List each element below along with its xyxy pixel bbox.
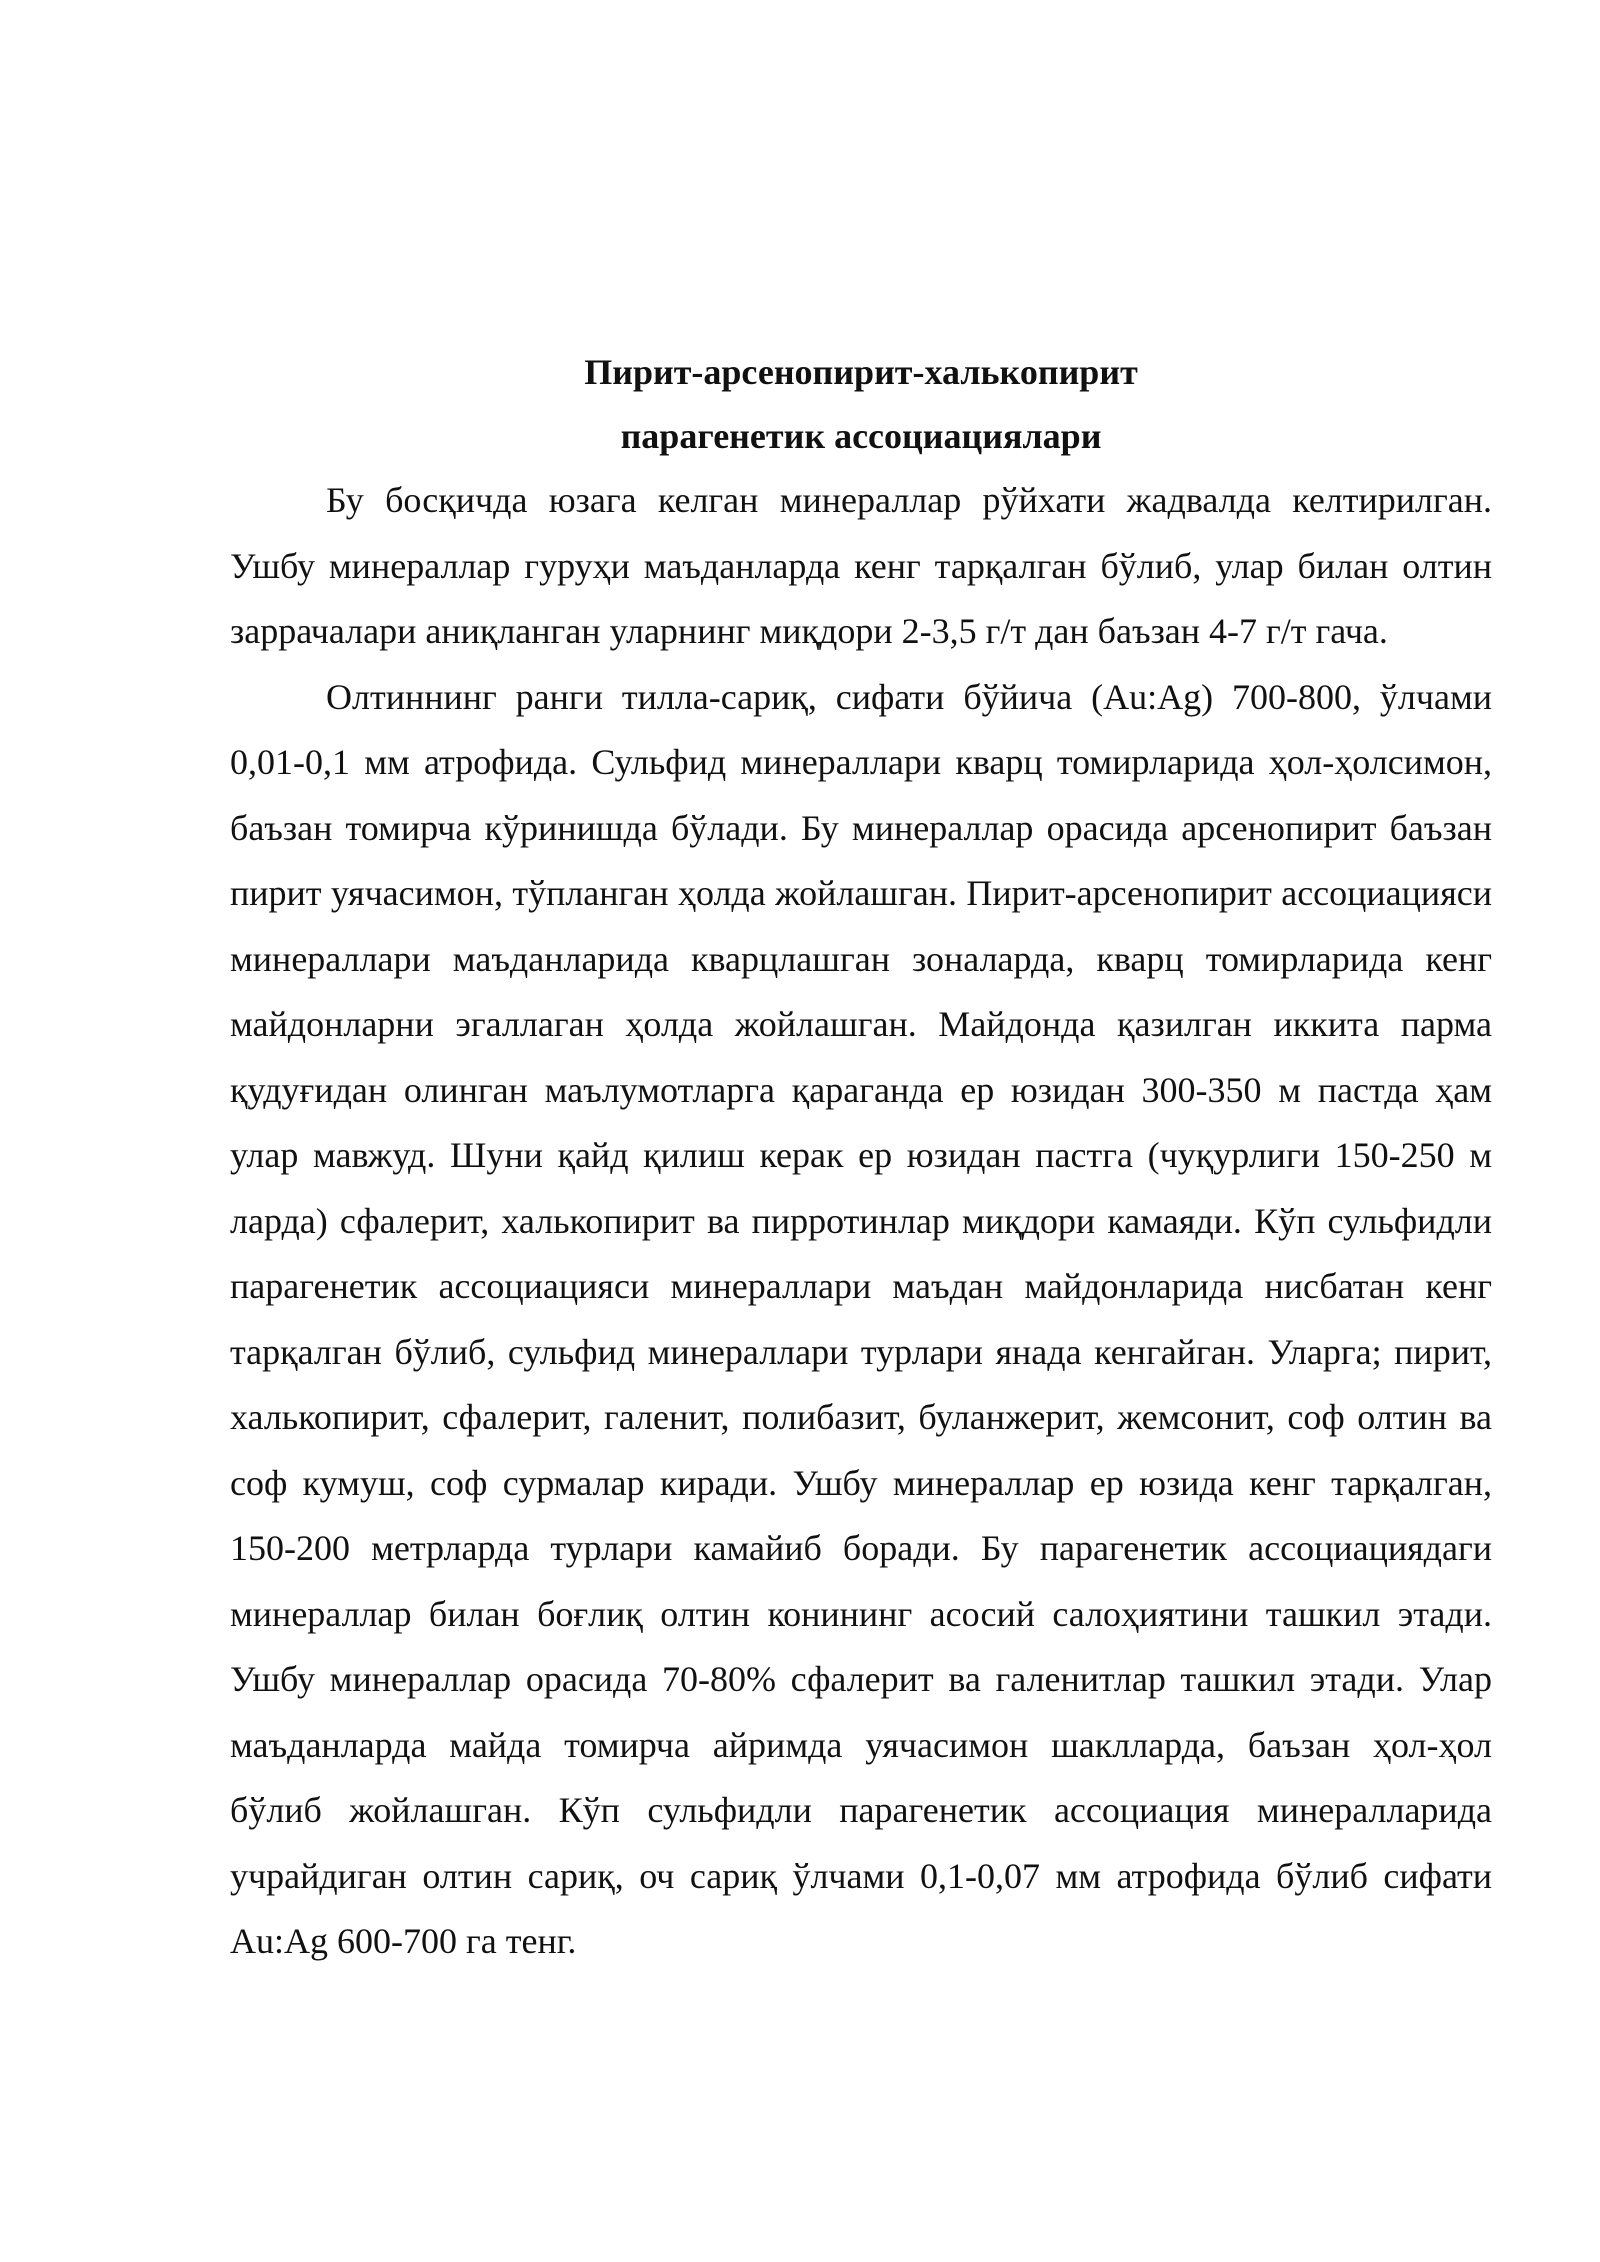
section-title bbox=[230, 340, 1492, 468]
paragraph-2: Олтиннинг ранги тилла-сариқ, сифати бўйича (Au:Ag) 700-800, ўлчами 0,01-0,1 мм атрофида. Сульфид минераллари кварц томирларида ҳол-ҳолсимон, баъзан томирча кўринишда бўлади. Бу минераллар орасида арсенопирит баъзан пирит уячасимон, тўпланган ҳолда жойлашган. Пирит-арсенопирит ассоциацияси минераллари маъданларида кварцлашган зоналарда, кварц томирларида кенг майдонларни эгаллаган ҳолда жойлашган. Майдонда қазилган иккита парма қудуғидан олинган маълумотларга қараганда ер юзидан 300-350 м пастда ҳам улар мавжуд. Шуни қайд қилиш керак ер юзидан пастга (чуқурлиги 150-250 м ларда) сфалерит, халькопирит ва пирротинлар миқдори камаяди. Кўп сульфидли парагенетик ассоциацияси минераллари маъдан майдонларида нисбатан кенг тарқалган бўлиб, сульфид минераллари турлари янада кенгайган. Уларга; пирит, халькопирит, сфалерит, галенит, полибазит, буланжерит, жемсонит, соф олтин ва соф кумуш, соф сурмалар киради. Ушбу минераллар ер юзида кенг тарқалган, 150-200 метрларда турлари камайиб боради. Бу парагенетик ассоциациядаги минераллар билан боғлиқ олтин конининг асосий салоҳиятини ташкил этади. Ушбу минераллар орасида 70-80% сфалерит ва галенитлар ташкил этади. Улар маъданларда майда томирча айримда уячасимон шаклларда, баъзан ҳол-ҳол бўлиб жойлашган. Кўп сульфидли парагенетик ассоциация минералларида учрайдиган олтин сариқ, оч сариқ ўлчами 0,1-0,07 мм атрофида бўлиб сифати Au:Ag 600-700 га тенг. bbox=[230, 676, 1492, 1961]
paragraph-1: Бу босқичда юзага келган минераллар рўйхати жадвалда келтирилган. Ушбу минераллар гуруҳи маъданларда кенг тарқалган бўлиб, улар билан олтин заррачалари аниқланган уларнинг миқдори 2-3,5 г/т дан баъзан 4-7 г/т гача. bbox=[230, 480, 1492, 651]
section-title-line-1: Пирит-арсенопирит-халькопирит bbox=[584, 352, 1138, 392]
section-title-line-2: парагенетик ассоциациялари bbox=[620, 416, 1102, 456]
document-body bbox=[230, 340, 1492, 1975]
